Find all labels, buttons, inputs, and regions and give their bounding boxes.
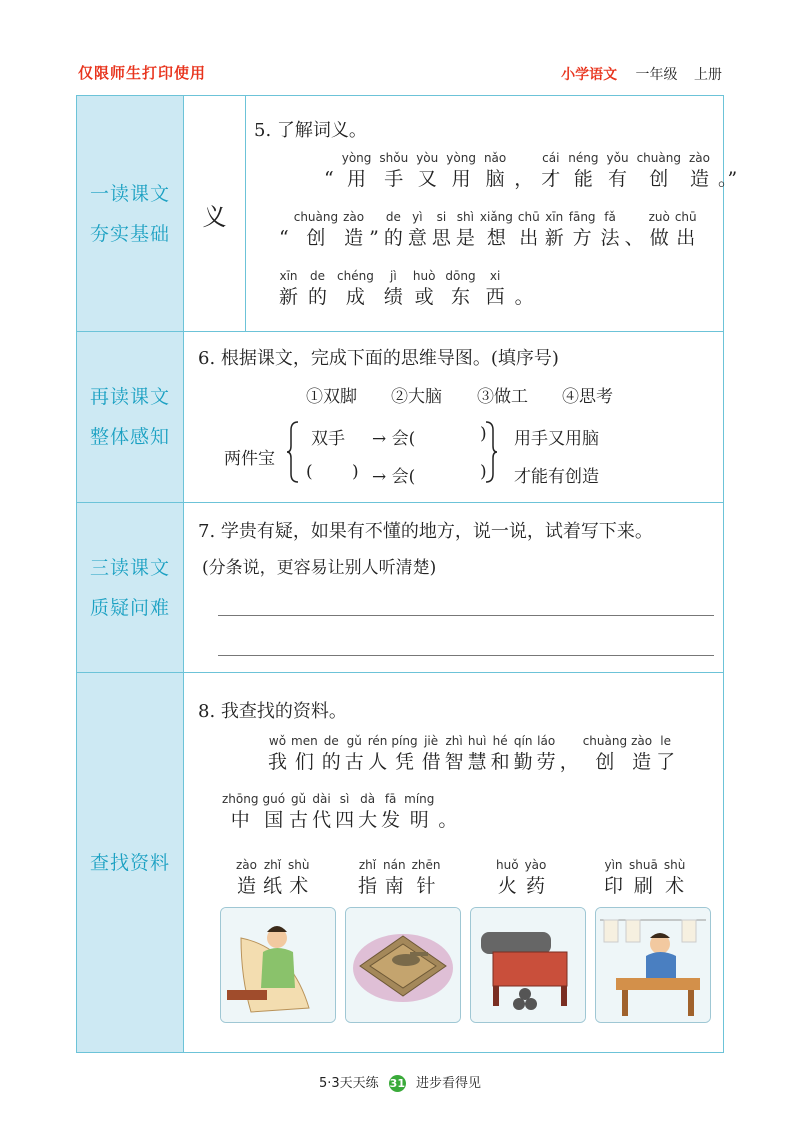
pinyin: zào [688,151,710,165]
hanzi: 用 [347,168,367,190]
hanzi: 造 [632,751,652,773]
pinyin: yòng [341,151,372,165]
hanzi: 慧 [467,751,487,773]
section-label [77,503,184,672]
pinyin: fāng [568,210,596,224]
ruby-char [568,150,598,192]
hanzi: 绩 [383,286,403,308]
hanzi: 火 [497,875,517,897]
ruby-char [379,150,408,192]
question-7-title: 7. 学贵有疑，如果有不懂的地方，说一说，试着写下来。 [198,521,653,542]
ruby-char [335,791,354,833]
punctuation [438,791,457,833]
pinyin: de [385,210,401,224]
hanzi: 又 [417,168,437,190]
pinyin: zhēn [411,858,441,872]
pinyin: chuàng [293,210,339,224]
section-label [77,673,184,1052]
hanzi: ” [369,227,379,249]
punctuation [515,268,534,310]
punctuation [369,209,379,251]
hanzi: 做 [649,227,669,249]
punctuation [324,150,334,192]
pinyin: zhì [445,734,463,748]
ruby-char [601,209,620,251]
ruby-char [322,733,341,775]
pinyin: shuā [629,858,658,872]
pinyin: láo [537,734,556,748]
pinyin: xīn [545,210,564,224]
hanzi: 。” [717,168,738,190]
pinyin: dōng [445,269,476,283]
hanzi: 意 [407,227,427,249]
section-label-line: 整体感知 [89,426,170,448]
hanzi: 的 [321,751,341,773]
pinyin: píng [391,734,418,748]
ruby-char [514,733,533,775]
pinyin-line [268,733,679,775]
left-brace-icon [286,420,300,484]
pinyin: chū [517,210,540,224]
pinyin: chuàng [636,151,681,165]
ruby-char [408,209,427,251]
punctuation [625,209,644,251]
pinyin: dài [312,792,331,806]
ruby-char [337,268,374,310]
ruby-char [525,857,547,899]
section-label-line: 夯实基础 [89,222,170,245]
pinyin: yì [412,210,423,224]
ruby-char [656,733,675,775]
question-8-title: 8. 我查找的资料。 [198,701,347,722]
branch-1-arrow: → 会( [372,429,416,449]
punctuation [560,733,579,775]
section-label-line: 三读课文 [89,556,170,579]
hanzi: “ [324,168,334,190]
branch-hands: 双手 [311,429,345,449]
hanzi: 术 [665,875,685,897]
ruby-char [345,733,364,775]
ruby-char [413,268,436,310]
hanzi: 中 [230,809,250,831]
question-5-title: 5. 了解词义。 [254,120,367,141]
hanzi: 药 [525,875,545,897]
hanzi: 明 [409,809,429,831]
hanzi: 古 [289,809,309,831]
ruby-char [391,733,417,775]
hanzi: 手 [384,168,404,190]
print-watermark: 仅限师生打印使用 [78,64,207,82]
hanzi: 成 [345,286,365,308]
answer-line-2[interactable] [218,655,714,656]
ruby-char [384,209,403,251]
pinyin: zuò [648,210,670,224]
pinyin: nǎo [483,151,507,165]
pinyin-line [279,209,702,251]
pinyin: yòu [416,151,439,165]
ruby-char [279,268,298,310]
pinyin-line [324,150,745,192]
ruby-char [291,733,318,775]
hanzi: 的 [308,286,328,308]
pinyin: xi [489,269,501,283]
hanzi: 的 [383,227,403,249]
ruby-char [541,150,560,192]
section-research [77,673,723,1052]
key-char-cell [184,96,246,332]
hanzi: 古 [344,751,364,773]
papermaking-illustration [220,907,336,1023]
hanzi: 们 [294,751,314,773]
hanzi: 凭 [394,751,414,773]
pinyin: jì [390,269,397,283]
invention-images [220,907,720,1023]
right-brace-icon [484,420,498,484]
hanzi: 有 [608,168,628,190]
pinyin: xīn [279,269,298,283]
ruby-char [294,209,338,251]
hanzi: 、 [624,227,644,249]
hanzi: ， [559,751,579,773]
hanzi: 创 [595,751,615,773]
ruby-char [263,857,282,899]
pinyin: gǔ [290,792,307,806]
hanzi: 。 [514,286,534,308]
ruby-char [342,150,372,192]
hanzi: 印 [604,875,624,897]
pinyin: shì [456,210,474,224]
hanzi: 造 [689,168,709,190]
ruby-char [486,268,505,310]
pinyin: yǒu [606,151,629,165]
section-label-line: 质疑问难 [89,596,170,619]
ruby-char [289,791,308,833]
ruby-char [537,733,556,775]
hanzi: 法 [600,227,620,249]
compass-illustration [345,907,461,1023]
ruby-char [432,209,451,251]
volume-label: 上册 [694,67,722,83]
invention-label-1 [236,857,315,899]
hanzi: 和 [490,751,510,773]
pinyin: fā [384,792,397,806]
pinyin: de [323,734,339,748]
punctuation [718,150,737,192]
series-name: 5·3天天练 [319,1076,379,1091]
hanzi: 是 [455,227,475,249]
ruby-char [384,268,403,310]
pinyin: dà [360,792,376,806]
pinyin: yìn [604,858,623,872]
option-3: ③做工 [477,387,528,407]
ruby-char [456,209,475,251]
pinyin: zào [236,858,257,872]
pinyin: shù [663,858,686,872]
invention-label-2 [358,857,447,899]
key-char: 义 [202,202,227,231]
punctuation [514,150,533,192]
hanzi: 新 [279,286,299,308]
ruby-char [496,857,519,899]
pinyin: wǒ [268,734,287,748]
ruby-char [607,150,629,192]
ruby-char [358,791,377,833]
hanzi: 出 [676,227,696,249]
ruby-char [404,791,434,833]
hanzi: 代 [312,809,332,831]
gunpowder-illustration [470,907,586,1023]
answer-blank-3-close: ) [480,462,487,482]
hanzi: 东 [451,286,471,308]
hanzi: 劳 [536,751,556,773]
pinyin: yòng [446,151,476,165]
ruby-char [308,268,327,310]
pinyin: zhǐ [263,858,282,872]
hanzi: 术 [289,875,309,897]
pinyin-line [279,268,544,310]
ruby-char [358,857,377,899]
hanzi: “ [279,227,289,249]
ruby-char [445,733,464,775]
pinyin: yào [524,858,547,872]
pinyin: cái [542,151,560,165]
branch-2-arrow: → 会( [372,467,416,487]
pinyin: gǔ [346,734,362,748]
section-content [184,332,723,502]
page-number: 31 [389,1077,405,1090]
ruby-char [416,150,438,192]
ruby-char [422,733,441,775]
section-label-line: 再读课文 [89,386,170,408]
question-7-hint: (分条说，更容易让别人听清楚) [202,558,437,578]
pinyin: qín [513,734,533,748]
answer-blank-1-close: ) [480,424,487,444]
hanzi: 发 [381,809,401,831]
pinyin: zhōng [222,792,259,806]
ruby-char [491,733,510,775]
hanzi: 脑 [485,168,505,190]
answer-line-1[interactable] [218,615,714,616]
ruby-char [236,857,257,899]
hanzi: 指 [358,875,378,897]
ruby-char [664,857,685,899]
hanzi: 大 [358,809,378,831]
mindmap-root: 两件宝 [224,449,275,469]
section-label-line: 一读课文 [89,182,170,205]
ruby-char [518,209,540,251]
pinyin: fǎ [604,210,616,224]
section-read-one [77,96,738,332]
slogan: 进步看得见 [415,1076,481,1091]
pinyin: nán [383,858,406,872]
ruby-char [484,150,506,192]
hanzi: 想 [486,227,506,249]
hanzi: 造 [344,227,364,249]
section-content [184,96,738,331]
hanzi: 我 [268,751,288,773]
ruby-char [675,209,697,251]
hanzi: 才 [541,168,561,190]
ruby-char [631,733,652,775]
pinyin: néng [568,151,599,165]
ruby-char [262,791,285,833]
ruby-char [689,150,710,192]
hanzi: 方 [572,227,592,249]
ruby-char [649,209,670,251]
ruby-char [268,733,287,775]
hanzi: 创 [306,227,326,249]
hanzi: 了 [656,751,676,773]
ruby-char [288,857,309,899]
hanzi: 针 [416,875,436,897]
section-label-line: 查找资料 [89,851,170,874]
hanzi: 能 [573,168,593,190]
pinyin: shǒu [379,151,409,165]
pinyin: chū [674,210,697,224]
hanzi: 创 [649,168,669,190]
pinyin: sì [339,792,350,806]
hanzi: 四 [335,809,355,831]
invention-label-4 [604,857,691,899]
ruby-char [480,209,513,251]
ruby-char [545,209,564,251]
ruby-char [383,857,406,899]
pinyin: le [660,734,671,748]
pinyin: shù [288,858,310,872]
ruby-char [446,150,476,192]
section-read-two [77,332,723,503]
hanzi: 纸 [263,875,283,897]
pinyin: zào [343,210,365,224]
pinyin: huì [467,734,487,748]
ruby-char [569,209,596,251]
ruby-char [343,209,364,251]
subject-label: 小学语文 [561,67,618,83]
pinyin-line [222,791,461,833]
pinyin: men [291,734,318,748]
section-label [77,332,184,502]
hanzi: 出 [519,227,539,249]
hanzi: 智 [444,751,464,773]
question-6-title: 6. 根据课文，完成下面的思维导图。(填序号) [198,348,559,369]
pinyin: jiè [424,734,439,748]
ruby-char [604,857,623,899]
pinyin: guó [262,792,286,806]
pinyin: zào [631,734,653,748]
result-2: 才能有创造 [514,467,599,487]
punctuation [279,209,289,251]
pinyin: huò [412,269,436,283]
hanzi: 造 [236,875,256,897]
ruby-char [368,733,388,775]
pinyin: de [310,269,326,283]
ruby-char [637,150,681,192]
ruby-char [583,733,627,775]
hanzi: 南 [384,875,404,897]
pinyin: huǒ [496,858,519,872]
printing-illustration [595,907,711,1023]
book-info [561,64,722,84]
ruby-char [412,857,441,899]
invention-label-3 [496,857,552,899]
pinyin: si [436,210,447,224]
hanzi: 用 [451,168,471,190]
section-label [77,96,184,331]
hanzi: 新 [544,227,564,249]
hanzi: 借 [421,751,441,773]
ruby-char [312,791,331,833]
ruby-char [468,733,487,775]
ruby-char [445,268,475,310]
pinyin: zhǐ [358,858,377,872]
option-4: ④思考 [562,387,613,407]
pinyin: hé [492,734,508,748]
answer-blank-2-close: ) [352,462,359,482]
pinyin: rén [367,734,388,748]
ruby-char [222,791,258,833]
hanzi: 刷 [633,875,653,897]
pinyin: míng [404,792,435,806]
ruby-char [629,857,658,899]
hanzi: 人 [368,751,388,773]
hanzi: 。 [438,809,458,831]
hanzi: ， [514,168,534,190]
ruby-char [381,791,400,833]
section-content [184,673,723,1052]
answer-blank-2-open: ( [306,462,313,482]
hanzi: 思 [431,227,451,249]
pinyin: chéng [337,269,374,283]
result-1: 用手又用脑 [514,429,599,449]
pinyin: xiǎng [479,210,513,224]
hanzi: 西 [485,286,505,308]
hanzi: 国 [264,809,284,831]
option-1: ①双脚 [306,387,357,407]
grade-label: 一年级 [635,67,678,83]
option-2: ②大脑 [391,387,442,407]
section-read-three [77,503,723,673]
hanzi: 勤 [513,751,533,773]
pinyin: chuàng [582,734,628,748]
hanzi: 或 [414,286,434,308]
section-content [184,503,723,672]
page-footer [0,1072,800,1092]
worksheet-table [76,95,738,1053]
